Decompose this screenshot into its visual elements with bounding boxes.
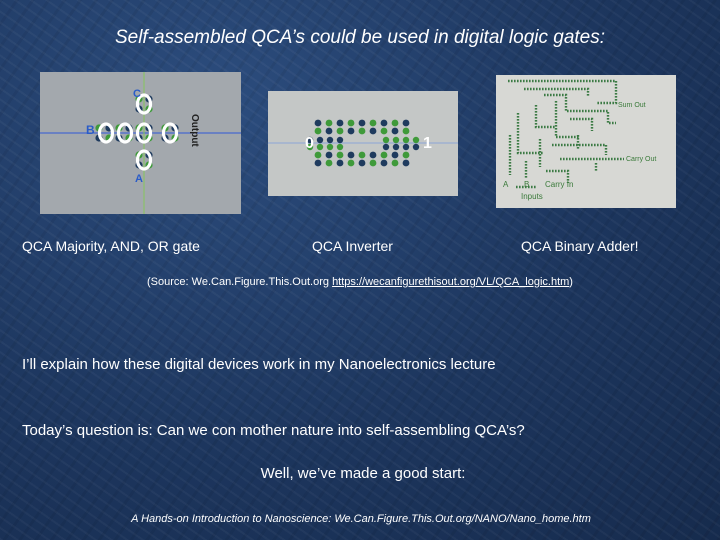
qca-cell-dot xyxy=(337,160,344,167)
qca-cell-dot xyxy=(403,128,410,135)
input-c-label: C xyxy=(133,88,141,100)
qca-cell-dot xyxy=(403,120,410,127)
qca-cell-dot xyxy=(337,128,344,135)
qca-cell-dot xyxy=(326,120,333,127)
good-start-text: Well, we’ve made a good start: xyxy=(260,465,466,482)
qca-cell-dot xyxy=(317,144,323,150)
qca-cell-dot xyxy=(370,160,377,167)
qca-cell-dot xyxy=(348,160,355,167)
source-link[interactable]: https://wecanfigurethisout.org/VL/QCA_logic.htm xyxy=(332,276,570,288)
qca-cell-dot xyxy=(403,152,410,159)
qca-cell-dot xyxy=(337,137,343,143)
qca-cell-dot xyxy=(381,160,388,167)
qca-cell-dot xyxy=(392,160,399,167)
qca-cell-dot xyxy=(383,137,389,143)
majority-gate-diagram xyxy=(40,72,241,214)
input-b-label: B xyxy=(86,123,95,137)
inverter-image xyxy=(268,91,458,196)
qca-cell-dot xyxy=(381,120,388,127)
qca-cell-dot xyxy=(359,120,366,127)
qca-cell-dot xyxy=(392,128,399,135)
inverter-output-one: 1 xyxy=(423,135,432,152)
qca-cell-dot xyxy=(317,137,323,143)
qca-cell-dot xyxy=(315,128,322,135)
qca-cell-dot xyxy=(370,152,377,159)
qca-cell-dot xyxy=(403,137,409,143)
majority-gate-caption: QCA Majority, AND, OR gate xyxy=(22,238,200,254)
output-label: Output xyxy=(189,114,200,147)
source-citation xyxy=(0,276,720,288)
source-suffix: ) xyxy=(569,276,573,288)
qca-cell-dot xyxy=(359,128,366,135)
qca-cell-dot xyxy=(413,137,419,143)
binary-adder-diagram xyxy=(496,75,676,208)
todays-question: Today’s question is: Can we con mother nature into self-assembling QCA’s? xyxy=(22,422,525,439)
qca-cell-dot xyxy=(315,160,322,167)
qca-cell-dot xyxy=(327,137,333,143)
majority-gate-image xyxy=(40,72,241,214)
qca-cell-dot xyxy=(348,128,355,135)
qca-cell-dot xyxy=(337,120,344,127)
qca-cell-dot xyxy=(315,152,322,159)
qca-cell-dot xyxy=(337,144,343,150)
qca-cell-dot xyxy=(327,144,333,150)
inverter-diagram xyxy=(268,91,458,196)
input-a-label: A xyxy=(135,173,143,185)
qca-cell-dot xyxy=(392,120,399,127)
qca-cell-dot xyxy=(381,128,388,135)
qca-cell-dot xyxy=(393,137,399,143)
inverter-caption: QCA Inverter xyxy=(312,238,393,254)
sum-out-label: Sum Out xyxy=(618,102,646,109)
qca-cell-dot xyxy=(393,144,399,150)
lecture-note: I’ll explain how these digital devices work in my Nanoelectronics lecture xyxy=(22,356,496,373)
qca-cell-dot xyxy=(392,152,399,159)
slide-title: Self-assembled QCA’s could be used in digital logic gates: xyxy=(114,27,606,48)
qca-cell-dot xyxy=(403,160,410,167)
qca-cell-dot xyxy=(326,160,333,167)
adder-input-a-label: A xyxy=(503,180,509,189)
adder-carry-in-label: Carry In xyxy=(545,180,574,189)
qca-cell-dot xyxy=(370,120,377,127)
majority-digit-zeros xyxy=(100,95,177,169)
adder-input-b-label: B xyxy=(524,180,530,189)
binary-adder-image xyxy=(496,75,676,208)
qca-cell-dot xyxy=(337,152,344,159)
qca-cell-dot xyxy=(326,152,333,159)
footer-citation: A Hands-on Introduction to Nanoscience: We.Can.Figure.This.Out.org/NANO/Nano_home.htm xyxy=(131,513,591,525)
qca-cell-dot xyxy=(370,128,377,135)
qca-cell-dot xyxy=(326,128,333,135)
qca-cell-dot xyxy=(315,120,322,127)
qca-cell-dot xyxy=(381,152,388,159)
carry-out-label: Carry Out xyxy=(626,156,657,163)
adder-inputs-label: Inputs xyxy=(521,192,543,201)
qca-cell-dot xyxy=(359,152,366,159)
qca-cell-dot xyxy=(359,160,366,167)
inverter-input-zero: 0 xyxy=(305,135,314,152)
qca-cell-dot xyxy=(348,152,355,159)
source-prefix: (Source: We.Can.Figure.This.Out.org xyxy=(147,276,333,288)
qca-cell-dot xyxy=(383,144,389,150)
qca-cell-dot xyxy=(403,144,409,150)
adder-wire-traces xyxy=(508,81,624,187)
qca-cell-dot xyxy=(348,120,355,127)
qca-cell-dot xyxy=(413,144,419,150)
binary-adder-caption: QCA Binary Adder! xyxy=(521,238,639,254)
